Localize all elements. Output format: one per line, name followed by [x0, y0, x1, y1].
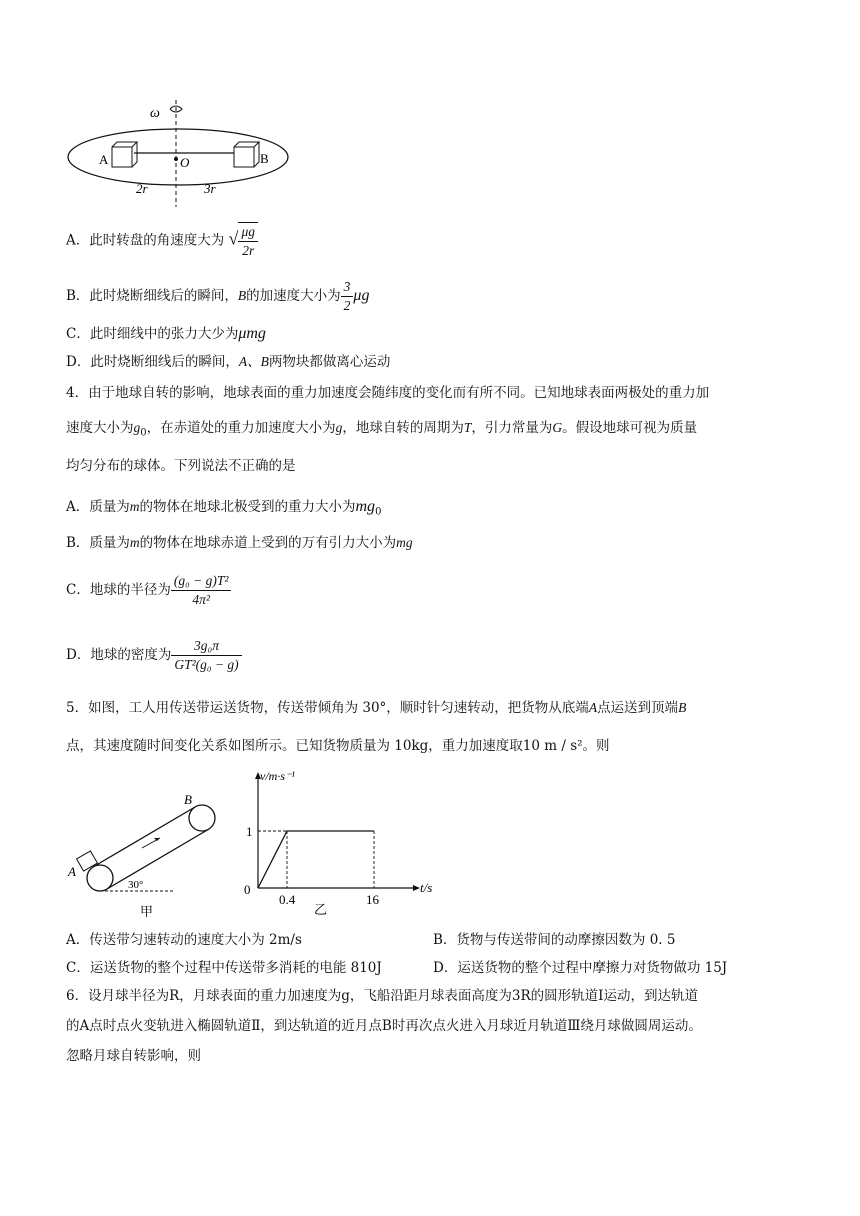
center-dot	[174, 157, 178, 161]
point-a-label: A	[68, 864, 76, 879]
label-o: O	[180, 155, 190, 170]
velocity-series-line	[258, 831, 374, 888]
q4-stem-line2: 速度大小为$g_0$，在赤道处的重力加速度大小为g，地球自转的周期为T，引力常量为G。假设地球可视为质量	[66, 420, 698, 439]
q4-option-d: D．地球的密度为 $\frac{\text{3g₀π}}{\text{GT²(g₀ − g)}}$	[66, 637, 242, 674]
q4-option-b: B．质量为m的物体在地球赤道上受到的万有引力大小为mg	[66, 535, 413, 551]
label-a: A	[99, 152, 109, 167]
velocity-time-graph	[240, 768, 450, 924]
omega-label: ω	[150, 106, 160, 121]
x-axis-label: t/s	[420, 880, 433, 895]
figure-yi-label: 乙	[314, 902, 328, 917]
y-axis-label: v/m·s⁻¹	[260, 769, 295, 783]
q4-d-fraction: $\frac{\text{3g₀π}}{\text{GT²(g₀ − g)}}$	[171, 637, 241, 674]
q6-line3: 忽略月球自转影响，则	[66, 1048, 201, 1064]
x-tick-0.4: 0.4	[279, 892, 296, 907]
belt-top	[93, 807, 195, 867]
q3-a-fraction: $\frac{\mu g}{2r}$	[238, 222, 258, 260]
q4-option-a: A．质量为m的物体在地球北极受到的重力大小为$mg_0$	[66, 498, 382, 518]
label-b: B	[260, 151, 269, 166]
q4-stem-line3: 均匀分布的球体。下列说法不正确的是	[66, 458, 296, 474]
angle-label: 30°	[128, 879, 144, 891]
q3-option-b: B．此时烧断细线后的瞬间，B的加速度大小为 $\frac{3}{2}$ μg	[66, 279, 370, 313]
q5-option-b: B．货物与传送带间的动摩擦因数为 0. 5	[433, 932, 676, 948]
block-a	[112, 142, 137, 167]
q5-stem-line1: 5．如图，工人用传送带运送货物，传送带倾角为 30°，顺时针匀速转动，把货物从底端A点运送到顶端B	[66, 700, 687, 716]
conveyor-figure	[64, 790, 224, 924]
q3-option-c: C．此时细线中的张力大少为μmg	[66, 325, 266, 342]
q5-option-d: D．运送货物的整个过程中摩擦力对货物做功 15J	[433, 960, 728, 976]
q3-option-d: D．此时烧断细线后的瞬间，A、B两物块都做离心运动	[66, 354, 391, 370]
y-tick-1: 1	[246, 824, 253, 839]
cargo-box	[77, 851, 98, 871]
q5-option-a: A．传送带匀速转动的速度大小为 2m/s	[66, 932, 302, 948]
distance-2r: 2r	[136, 181, 148, 196]
point-b-label: B	[184, 792, 192, 807]
q3-b-fraction: $\frac{3}{2}$	[341, 278, 354, 315]
rotating-disk-figure	[66, 95, 292, 210]
block-b	[234, 142, 259, 167]
q5-option-c: C．运送货物的整个过程中传送带多消耗的电能 810J	[66, 960, 382, 976]
q4-c-fraction: $\frac{\text{(g₀ − g)T²}}{\text{4π²}}$	[171, 572, 232, 609]
q4-stem-line1: 4．由于地球自转的影响，地球表面的重力加速度会随纬度的变化而有所不同。已知地球表面两极处的重力加	[66, 385, 710, 401]
distance-3r: 3r	[204, 181, 216, 196]
q6-line1: 6．设月球半径为R，月球表面的重力加速度为g，飞船沿距月球表面高度为3R的圆形轨道Ⅰ运动，到达轨道	[66, 988, 698, 1004]
figure-jia-label: 甲	[140, 904, 154, 919]
x-axis-arrow-icon	[413, 885, 420, 891]
x-tick-16: 16	[366, 892, 379, 907]
q6-line2: 的A点时点火变轨进入椭圆轨道Ⅱ，到达轨道的近月点B时再次点火进入月球近月轨道Ⅲ绕月球做圆周运动。	[66, 1018, 702, 1034]
q5-stem-line2: 点，其速度随时间变化关系如图所示。已知货物质量为 10kg，重力加速度取10 m / s²。则	[66, 738, 610, 754]
origin-label: 0	[244, 882, 251, 897]
q3-option-a: A．此时转盘的角速度大为 √ $\frac{\mu g}{2r}$	[66, 222, 258, 260]
q4-option-c: C．地球的半径为 $\frac{\text{(g₀ − g)T²}}{\text{4π²}}$	[66, 572, 231, 609]
